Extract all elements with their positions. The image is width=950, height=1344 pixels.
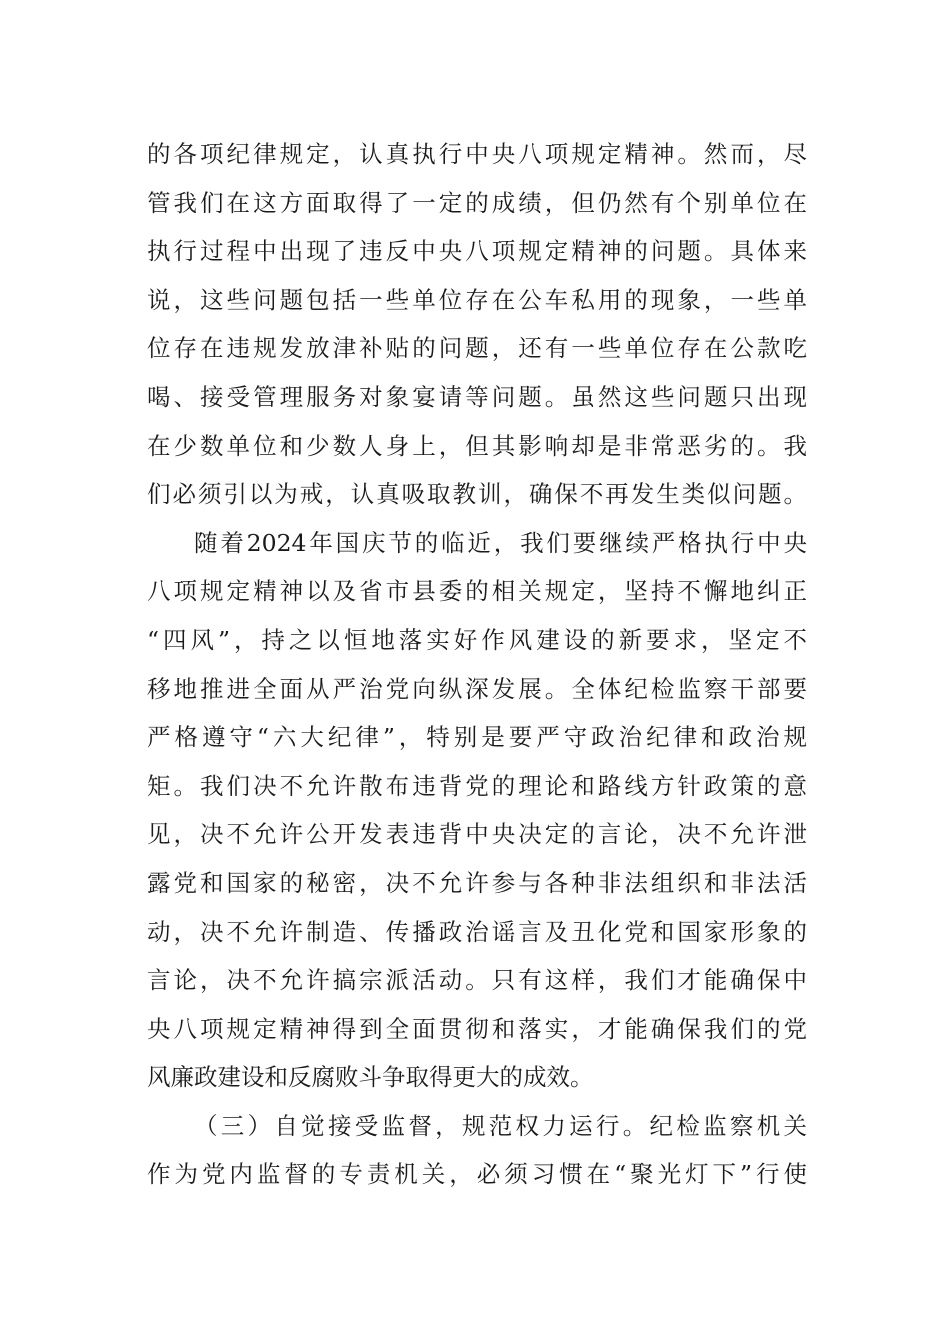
body-text [147,130,807,1199]
text-line: 风廉政建设和反腐败斗争取得更大的成效。 [147,1063,594,1092]
text-line: 移地推进全面从严治党向纵深发展。全体纪检监察干部要 [147,674,807,703]
text-line: 八项规定精神以及省市县委的相关规定，坚持不懈地纠正 [147,577,807,606]
text-line: 言论，决不允许搞宗派活动。只有这样，我们才能确保中 [147,966,807,995]
paragraph-2 [147,519,807,1102]
text-line: 央八项规定精神得到全面贯彻和落实，才能确保我们的党 [147,1014,807,1043]
text-line: 喝、接受管理服务对象宴请等问题。虽然这些问题只出现 [147,382,807,411]
text-line: 露党和国家的秘密，决不允许参与各种非法组织和非法活 [147,868,807,897]
text-line: 作为党内监督的专责机关，必须习惯在“聚光灯下”行使 [147,1160,807,1189]
text-line: 说，这些问题包括一些单位存在公车私用的现象，一些单 [147,285,807,314]
text-line: “四风”，持之以恒地落实好作风建设的新要求，坚定不 [147,625,807,654]
text-line: 见，决不允许公开发表违背中央决定的言论，决不允许泄 [147,820,807,849]
text-line: 矩。我们决不允许散布违背党的理论和路线方针政策的意 [147,771,807,800]
paragraph-3 [147,1102,807,1199]
text-line: 的各项纪律规定，认真执行中央八项规定精神。然而，尽 [147,140,807,168]
text-line: （三）自觉接受监督，规范权力运行。纪检监察机关 [194,1111,807,1140]
text-line: 位存在违规发放津补贴的问题，还有一些单位存在公款吃 [147,334,807,363]
text-line: 执行过程中出现了违反中央八项规定精神的问题。具体来 [147,237,807,266]
text-line: 动，决不允许制造、传播政治谣言及丑化党和国家形象的 [147,917,807,946]
text-line: 管我们在这方面取得了一定的成绩，但仍然有个别单位在 [147,188,807,217]
paragraph-1 [147,130,807,519]
text-line: 严格遵守“六大纪律”，特别是要严守政治纪律和政治规 [147,723,807,752]
text-line: 随着2024年国庆节的临近，我们要继续严格执行中央 [194,528,807,557]
text-line: 在少数单位和少数人身上，但其影响却是非常恶劣的。我 [147,431,807,460]
text-line: 们必须引以为戒，认真吸取教训，确保不再发生类似问题。 [147,480,807,509]
